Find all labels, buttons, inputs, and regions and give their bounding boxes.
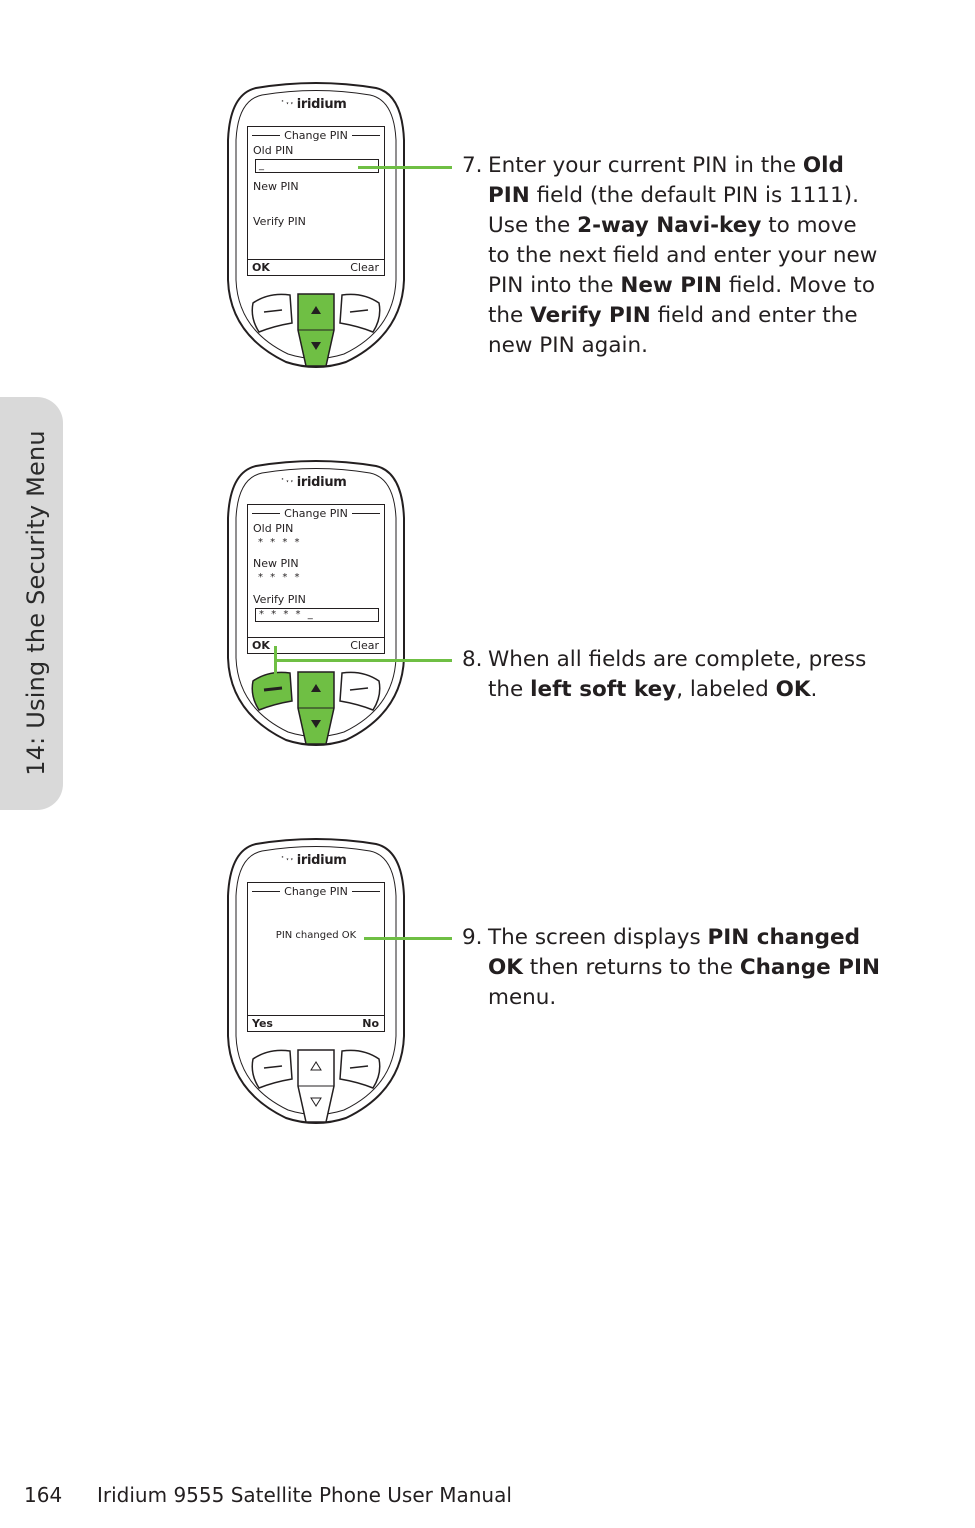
screen-title: Change PIN	[252, 507, 380, 519]
step-text-run: field (the default PIN is 1111). Use the	[488, 183, 859, 238]
screen-title: Change PIN	[252, 885, 380, 897]
phone-screen	[247, 504, 385, 654]
step-text-bold: left soft key	[530, 677, 677, 702]
step-text-bold: PIN changed OK	[488, 925, 860, 980]
soft-key-bar	[248, 637, 384, 653]
phone-screen	[247, 882, 385, 1032]
callout-line-step-8	[274, 659, 452, 662]
step-7	[462, 151, 882, 361]
step-text-bold: Old PIN	[488, 153, 844, 208]
new-pin-label: New PIN	[253, 180, 299, 193]
step-text-run: When all fields are complete, press the	[488, 647, 867, 702]
soft-right-label: Clear	[350, 261, 379, 274]
old-pin-field[interactable]: _	[255, 159, 379, 173]
phone-screen	[247, 126, 385, 276]
step-text-run: then returns to the	[522, 955, 740, 980]
iridium-logo: ˙ˑˑ iridium	[280, 853, 347, 868]
callout-line-step-9	[364, 937, 452, 940]
manual-title: Iridium 9555 Satellite Phone User Manual	[97, 1483, 512, 1507]
iridium-logo: ˙ˑˑ iridium	[280, 97, 347, 112]
soft-key-bar	[248, 259, 384, 275]
step-9	[462, 923, 882, 1013]
step-text-run: menu.	[488, 985, 557, 1010]
step-text-run: field. Move to the	[488, 273, 876, 328]
old-pin-label: Old PIN	[253, 522, 294, 535]
step-text-run: Enter your current PIN in the	[488, 153, 803, 178]
step-number: 9.	[462, 925, 483, 950]
step-text-run: field and enter the new PIN again.	[488, 303, 858, 358]
step-text-bold: Verify PIN	[530, 303, 651, 328]
old-pin-label: Old PIN	[253, 144, 294, 157]
screen-title: Change PIN	[252, 129, 380, 141]
verify-pin-field[interactable]: * * * * _	[255, 608, 379, 622]
new-pin-label: New PIN	[253, 557, 299, 570]
step-text	[488, 151, 882, 361]
step-text-bold: New PIN	[620, 273, 723, 298]
two-way-navi-key[interactable]	[298, 294, 334, 366]
step-text-run: to move to the next field and enter your new PIN into the	[488, 213, 878, 298]
two-way-navi-key[interactable]	[298, 1050, 334, 1122]
phone-illustration-step-8	[226, 458, 406, 748]
step-text-run: The screen displays	[488, 925, 708, 950]
step-text-bold: OK	[775, 677, 811, 702]
page-number: 164	[24, 1483, 63, 1507]
two-way-navi-key[interactable]	[298, 672, 334, 744]
soft-key-bar	[248, 1015, 384, 1031]
phone-illustration-step-9	[226, 836, 406, 1126]
step-text-run: .	[810, 677, 818, 702]
old-pin-value: * * * *	[258, 537, 302, 548]
phone-illustration-step-7	[226, 80, 406, 370]
step-number: 7.	[462, 153, 483, 178]
step-text-bold: Change PIN	[739, 955, 880, 980]
soft-right-label: No	[362, 1017, 379, 1030]
verify-pin-label: Verify PIN	[253, 593, 306, 606]
step-text	[488, 645, 882, 705]
soft-right-label: Clear	[350, 639, 379, 652]
soft-left-label: OK	[252, 639, 270, 652]
soft-left-label: OK	[252, 261, 270, 274]
chapter-side-tab-label: 14: Using the Security Menu	[22, 430, 50, 776]
step-8	[462, 645, 882, 705]
step-text-bold: 2-way Navi-key	[577, 213, 762, 238]
iridium-logo: ˙ˑˑ iridium	[280, 475, 347, 490]
step-number: 8.	[462, 647, 483, 672]
callout-line-step-7	[358, 166, 452, 169]
verify-pin-label: Verify PIN	[253, 215, 306, 228]
pin-changed-message: PIN changed OK	[275, 930, 357, 941]
callout-line-step-8-vertical	[274, 646, 277, 684]
new-pin-value: * * * *	[258, 572, 302, 583]
step-text	[488, 923, 882, 1013]
step-text-run: , labeled	[676, 677, 776, 702]
soft-left-label: Yes	[252, 1017, 273, 1030]
